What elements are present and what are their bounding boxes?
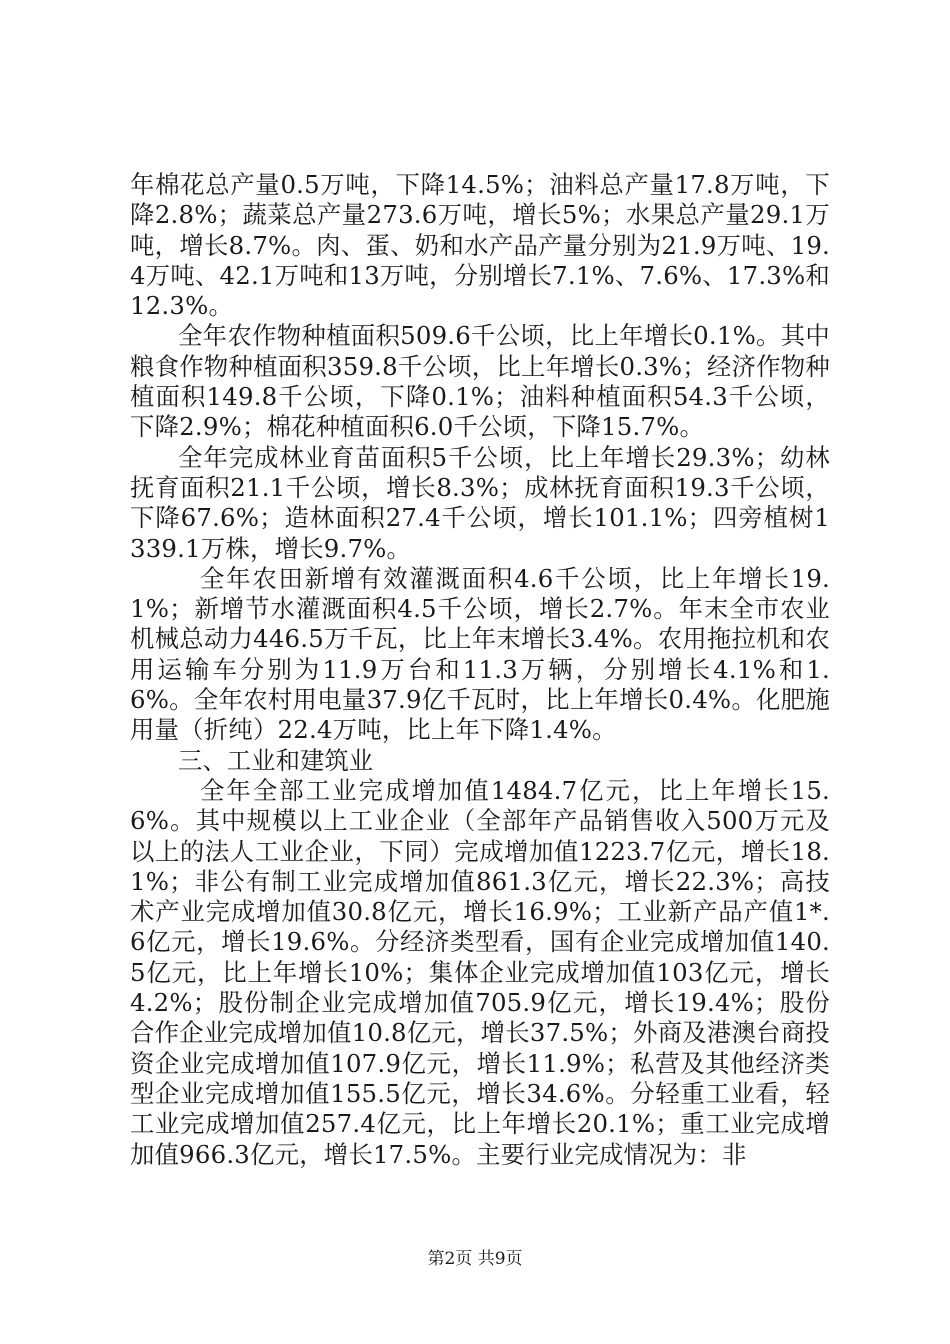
paragraph-crop-area: 全年农作物种植面积509.6千公顷，比上年增长0.1%。其中粮食作物种植面积359.8千公顷，比上年增长0.3%；经济作物种植面积149.8千公顷，下降0.1%；油料种植面积54.3千公顷，下降2.9%；棉花种植面积6.0千公顷，下降15.7%。 xyxy=(130,321,830,442)
paragraph-forestry: 全年完成林业育苗面积5千公顷，比上年增长29.3%；幼林抚育面积21.1千公顷，增长8.3%；成林抚育面积19.3千公顷，下降67.6%；造林面积27.4千公顷，增长101.1%；四旁植树1339.1万株，增长9.7%。 xyxy=(130,442,830,563)
section-heading: 三、工业和建筑业 xyxy=(178,745,374,775)
paragraph-irrigation-machinery: 全年农田新增有效灌溉面积4.6千公顷，比上年增长19.1%；新增节水灌溉面积4.5千公顷，增长2.7%。年末全市农业机械总动力446.5万千瓦，比上年末增长3.4%。农用拖拉机和农用运输车分别为11.9万台和11.3万辆，分别增长4.1%和1.6%。全年农村用电量37.9亿千瓦时，比上年增长0.4%。化肥施用量（折纯）22.4万吨，比上年下降1.4%。 xyxy=(130,563,830,745)
document-body xyxy=(130,170,830,1170)
paragraph-industry: 全年全部工业完成增加值1484.7亿元，比上年增长15.6%。其中规模以上工业企业（全部年产品销售收入500万元及以上的法人工业企业，下同）完成增加值1223.7亿元，增长18.1%；非公有制工业完成增加值861.3亿元，增长22.3%；高技术产业完成增加值30.8亿元，增长16.9%；工业新产品产值1*.6亿元，增长19.6%。分经济类型看，国有企业完成增加值140.5亿元，比上年增长10%；集体企业完成增加值103亿元，增长4.2%；股份制企业完成增加值705.9亿元，增长19.4%；股份合作企业完成增加值10.8亿元，增长37.5%；外商及港澳台商投资企业完成增加值107.9亿元，增长11.9%；私营及其他经济类型企业完成增加值155.5亿元，增长34.6%。分轻重工业看，轻工业完成增加值257.4亿元，比上年增长20.1%；重工业完成增加值966.3亿元，增长17.5%。主要行业完成情况为：非 xyxy=(130,775,830,1169)
page-number-footer: 第2页 共9页 xyxy=(427,1249,523,1269)
paragraph-agriculture-output: 年棉花总产量0.5万吨，下降14.5%；油料总产量17.8万吨，下降2.8%；蔬菜总产量273.6万吨，增长5%；水果总产量29.1万吨，增长8.7%。肉、蛋、奶和水产品产量分别为21.9万吨、19.4万吨、42.1万吨和13万吨，分别增长7.1%、7.6%、17.3%和12.3%。 xyxy=(130,170,830,321)
